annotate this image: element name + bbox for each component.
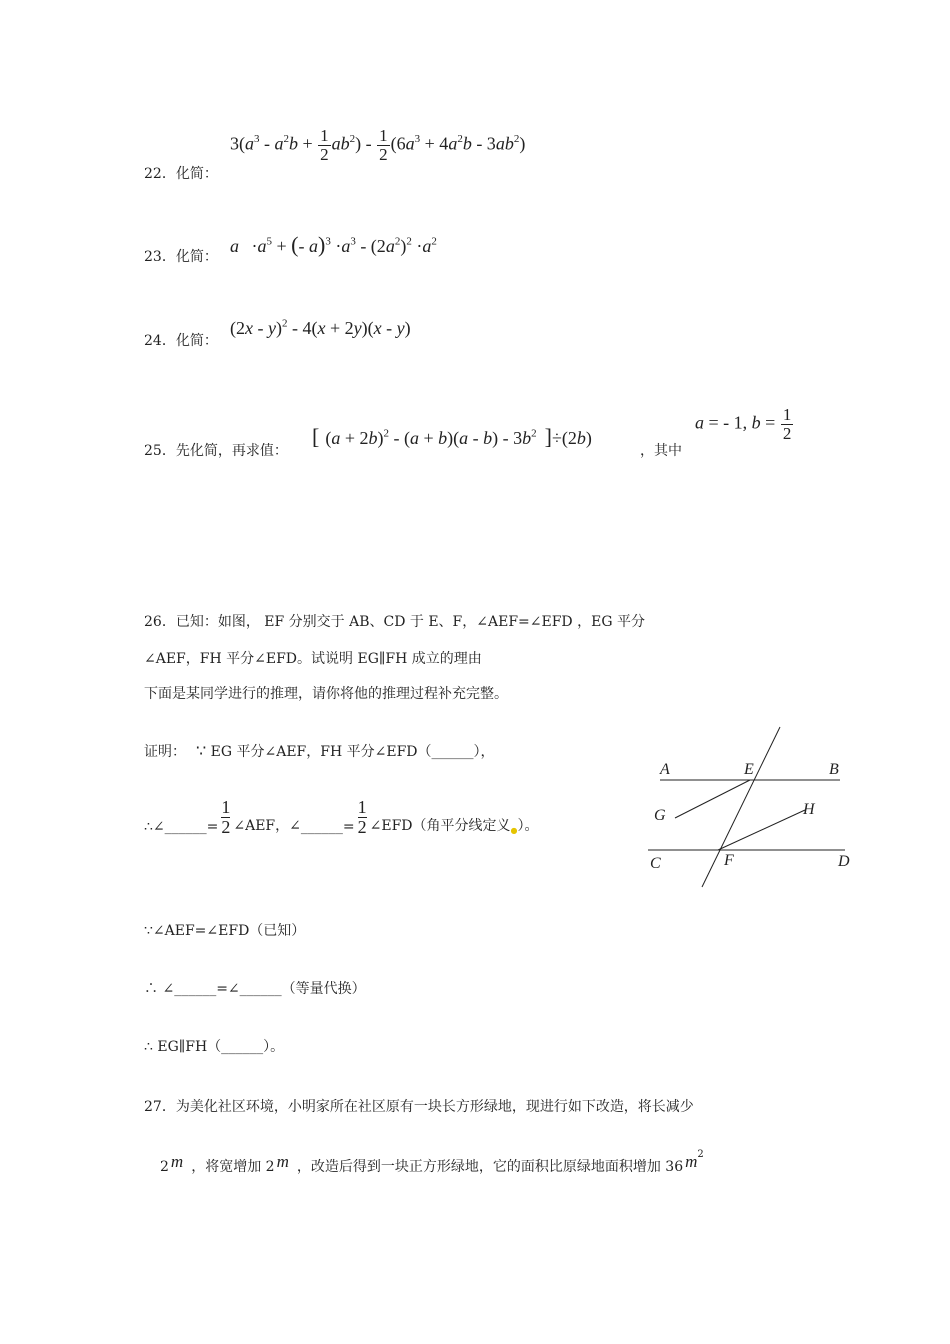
q24-expression: (2x - y)$^2$ - 4(x + 2y)(x - y)	[230, 317, 411, 338]
q26-line-1: 26．已知：如图， EF 分别交于 AB、CD 于 E、F，∠AEF=∠EFD ，EG 平分	[144, 614, 645, 630]
q22-fraction-2: $\frac{1}{2}$	[379, 126, 388, 164]
point-label-c: C	[650, 855, 661, 872]
q26-proof-line-4: ∴ ∠______=∠______（等量代换）	[144, 981, 366, 997]
transversal-ef	[702, 727, 780, 887]
q23-label: 23．化简：	[144, 249, 218, 265]
q25-expression: [ $(a + 2b)^2 - (a + b)(a - b) - 3b^2$ ]÷(2b)	[312, 424, 592, 449]
q26-geometry-figure	[640, 722, 860, 892]
q24-label: 24．化简：	[144, 333, 218, 349]
q22-label: 22．化简：	[144, 166, 218, 182]
q26-blank-3[interactable]: ______	[300, 818, 343, 835]
point-label-a: A	[660, 761, 670, 778]
point-label-e: E	[744, 761, 754, 778]
point-label-f: F	[724, 852, 734, 869]
q22-expression: $3(a^3 - a^2b$ + $\frac{1}{2}$ $ab^2$) - $\frac{1}{2}$ $(6a^3 + 4a^2b - 3ab^2)$	[230, 126, 526, 164]
q26-blank-5[interactable]: ______	[239, 981, 282, 997]
q22-fraction-1: $\frac{1}{2}$	[320, 126, 329, 164]
q26-proof-line-5: ∴ EG∥FH（______）。	[144, 1039, 285, 1055]
q25-label: 25．先化简，再求值：	[144, 443, 288, 459]
q27-line-1: 27．为美化社区环境，小明家所在社区原有一块长方形绿地，现进行如下改造，将长减少	[144, 1099, 694, 1115]
q23-expression: $a \cdot a^5$ + (- $a)^3 \cdot a^3 - (2a^2)^2 \cdot a^2$	[230, 232, 437, 257]
point-label-b: B	[829, 761, 839, 778]
point-label-d: D	[838, 853, 850, 870]
q27-line-2: 2 m ，将宽增加 2 m ，改造后得到一块正方形绿地，它的面积比原绿地面积增加 36 $m^2$	[160, 1149, 704, 1175]
q26-blank-1[interactable]: ______	[431, 744, 474, 760]
q26-blank-2[interactable]: ______	[164, 818, 207, 835]
q26-blank-4[interactable]: ______	[174, 981, 217, 997]
q25-condition: a = - 1, b = $\frac{1}{2}$	[695, 405, 792, 443]
q26-fraction-2: $\frac{1}{2}$	[357, 797, 367, 837]
point-label-g: G	[654, 807, 666, 824]
q26-proof-line-1: 证明： ∵ EG 平分∠AEF，FH 平分∠EFD（______），	[144, 741, 495, 760]
q26-line-2: ∠AEF，FH 平分∠EFD。试说明 EG∥FH 成立的理由	[144, 651, 482, 667]
ray-fh	[718, 810, 805, 850]
q26-proof-line-2: ∴∠______= $\frac{1}{2}$ ∠AEF，∠______= $\frac{1}{2}$ ∠EFD（角平分线定义●）。	[144, 798, 539, 841]
q25-fraction: $\frac{1}{2}$	[782, 405, 792, 443]
q26-line-3: 下面是某同学进行的推理，请你将他的推理过程补充完整。	[144, 686, 508, 702]
q25-condition-label: ，其中	[640, 443, 682, 459]
q26-blank-6[interactable]: ______	[221, 1039, 264, 1055]
q26-fraction-1: $\frac{1}{2}$	[221, 797, 231, 837]
point-label-h: H	[803, 801, 815, 818]
q26-proof-line-3: ∵∠AEF=∠EFD（已知）	[144, 923, 306, 939]
